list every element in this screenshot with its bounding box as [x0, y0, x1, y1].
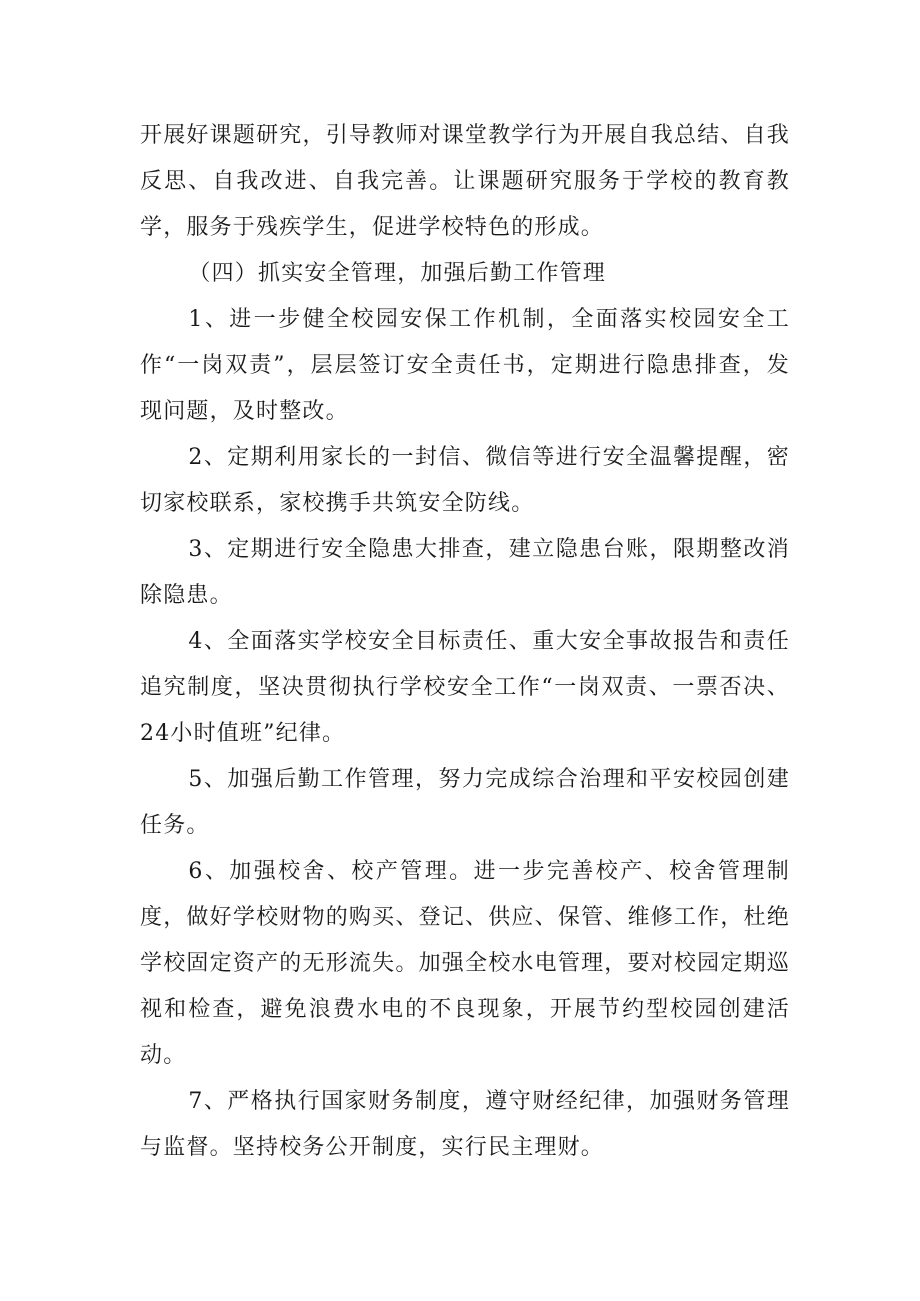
paragraph-item-3: 3、定期进行安全隐患大排查，建立隐患台账，限期整改消除隐患。 [140, 537, 790, 608]
paragraph-item-2: 2、定期利用家长的一封信、微信等进行安全温馨提醒，密切家校联系，家校携手共筑安全防线。 [140, 445, 790, 516]
paragraph-item-5: 5、加强后勤工作管理，努力完成综合治理和平安校园创建任务。 [140, 767, 790, 838]
paragraph-item-4: 4、全面落实学校安全目标责任、重大安全事故报告和责任追究制度，坚决贯彻执行学校安全工作“一岗双责、一票否决、24小时值班”纪律。 [140, 629, 790, 746]
paragraph-continuation: 开展好课题研究，引导教师对课堂教学行为开展自我总结、自我反思、自我改进、自我完善。让课题研究服务于学校的教育教学，服务于残疾学生，促进学校特色的形成。 [140, 123, 790, 240]
section-heading-four: （四）抓实安全管理，加强后勤工作管理 [188, 261, 606, 286]
paragraph-item-6: 6、加强校舍、校产管理。进一步完善校产、校舍管理制度，做好学校财物的购买、登记、供应、保管、维修工作，杜绝学校固定资产的无形流失。加强全校水电管理，要对校园定期巡视和检查，避免浪费水电的不良现象，开展节约型校园创建活动。 [140, 859, 790, 1068]
document-body [140, 113, 790, 1171]
paragraph-item-1: 1、进一步健全校园安保工作机制，全面落实校园安全工作“一岗双责”，层层签订安全责任书，定期进行隐患排查，发现问题，及时整改。 [140, 307, 790, 424]
paragraph-item-7: 7、严格执行国家财务制度，遵守财经纪律，加强财务管理与监督。坚持校务公开制度，实行民主理财。 [140, 1089, 790, 1160]
